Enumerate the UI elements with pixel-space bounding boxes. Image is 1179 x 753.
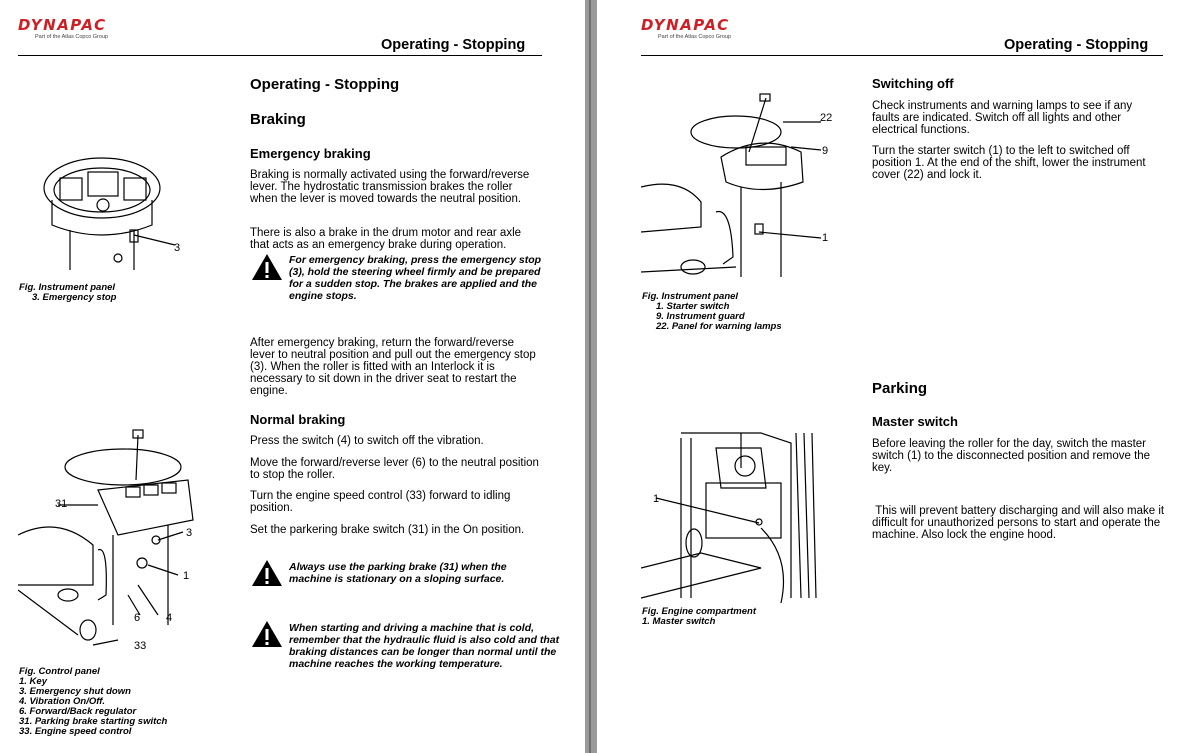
dynapac-logo: DYNAPAC [18,16,107,34]
caption-control-panel [19,667,167,737]
section-heading-braking: Braking [250,111,306,128]
header-rule [18,55,542,56]
right-page [597,0,1179,753]
logo-tagline: Part of the Atlas Copco Group [658,34,732,40]
warning-triangle-icon [251,253,283,281]
caption-title: Fig. Instrument panel [19,282,116,293]
figure-engine-compartment [641,428,821,606]
subheading-switching-off: Switching off [872,76,954,91]
normal-paragraph-4: Set the parkering brake switch (31) in the On position. [250,524,525,536]
section-heading-parking: Parking [872,380,928,397]
normal-paragraph-1: Press the switch (4) to switch off the vibration. [250,435,484,447]
caption-title: Fig. Control panel [19,666,100,677]
header-rule [641,55,1163,56]
page-divider [585,0,597,753]
figure-control-panel [18,425,218,665]
callout-22: 22 [820,112,833,124]
caption-item: 3. Emergency stop [32,292,117,303]
caption-title: Fig. Engine compartment [642,606,757,617]
figure-instrument-panel-switching [641,92,841,288]
dynapac-logo: DYNAPAC [641,16,730,34]
caption-item: 1. Master switch [642,616,716,627]
warning-cold-machine: When starting and driving a machine that is cold, remember that the hydraulic fluid is also cold and that braking distances can be longer than normal until the machine reaches the working temperature. [289,622,560,670]
caption-item: 9. Instrument guard [656,311,745,322]
caption-item: 4. Vibration On/Off. [19,696,106,707]
caption-instrument-panel [19,283,116,303]
warning-emergency-stop: For emergency braking, press the emergency stop (3), hold the steering wheel firmly and be prepared for a sudden stop. The brakes are applied and the engine stops. [289,254,542,302]
normal-paragraph-2: Move the forward/reverse lever (6) to the neutral position to stop the roller. [250,457,539,481]
switching-paragraph-1: Check instruments and warning lamps to see if any faults are indicated. Switch off all lights and other electrical functions. [872,100,1133,136]
emergency-paragraph-2: There is also a brake in the drum motor and rear axle that acts as an emergency brake during operation. [250,227,522,251]
caption-item: 1. Key [19,676,47,687]
warning-triangle-icon [251,620,283,648]
switching-paragraph-2: Turn the starter switch (1) to the left to switched off position 1. At the end of the shift, lower the instrument cover (22) and lock it. [872,145,1146,181]
caption-item: 3. Emergency shut down [19,686,131,697]
header-title: Operating - Stopping [381,37,526,53]
callout-3: 3 [186,527,193,539]
callout-9: 9 [822,145,829,157]
callout-33: 33 [134,640,147,652]
caption-item: 22. Panel for warning lamps [656,321,782,332]
caption-item: 1. Starter switch [656,301,730,312]
caption-item: 33. Engine speed control [19,726,132,737]
subheading-normal-braking: Normal braking [250,412,346,427]
left-page [0,0,585,753]
callout-1: 1 [653,493,660,505]
caption-item: 6. Forward/Back regulator [19,706,137,717]
warning-triangle-icon [251,559,283,587]
caption-instrument-panel-switching [642,292,782,332]
master-paragraph-2: This will prevent battery discharging and will also make it difficult for unauthorized persons to start and operate the machine. Also lock the engine hood. [872,505,1168,541]
callout-6: 6 [134,612,141,624]
callout-31: 31 [55,498,68,510]
master-paragraph-1: Before leaving the roller for the day, switch the master switch (1) to the disconnected position and remove the key. [872,438,1151,474]
emergency-paragraph-1: Braking is normally activated using the forward/reverse lever. The hydrostatic transmission brakes the roller when the lever is moved towards the neutral position. [250,169,530,205]
callout-4: 4 [166,612,173,624]
caption-engine-compartment [642,607,756,627]
subheading-emergency-braking: Emergency braking [250,146,371,161]
caption-item: 31. Parking brake starting switch [19,716,168,727]
logo-tagline: Part of the Atlas Copco Group [35,34,109,40]
caption-title: Fig. Instrument panel [642,291,739,302]
normal-paragraph-3: Turn the engine speed control (33) forward to idling position. [250,490,511,514]
page-title: Operating - Stopping [250,76,400,93]
callout-1: 1 [183,570,190,582]
after-braking-paragraph: After emergency braking, return the forward/reverse lever to neutral position and pull out the emergency stop (3). When the roller is fitted with an Interlock it is necessary to sit down in the driver seat to restart the engine. [250,337,536,397]
subheading-master-switch: Master switch [872,414,958,429]
warning-parking-brake: Always use the parking brake (31) when the machine is stationary on a sloping surface. [289,561,507,585]
figure-instrument-panel [30,150,200,275]
callout-3: 3 [174,242,181,254]
callout-1: 1 [822,232,829,244]
header-title: Operating - Stopping [1004,37,1149,53]
